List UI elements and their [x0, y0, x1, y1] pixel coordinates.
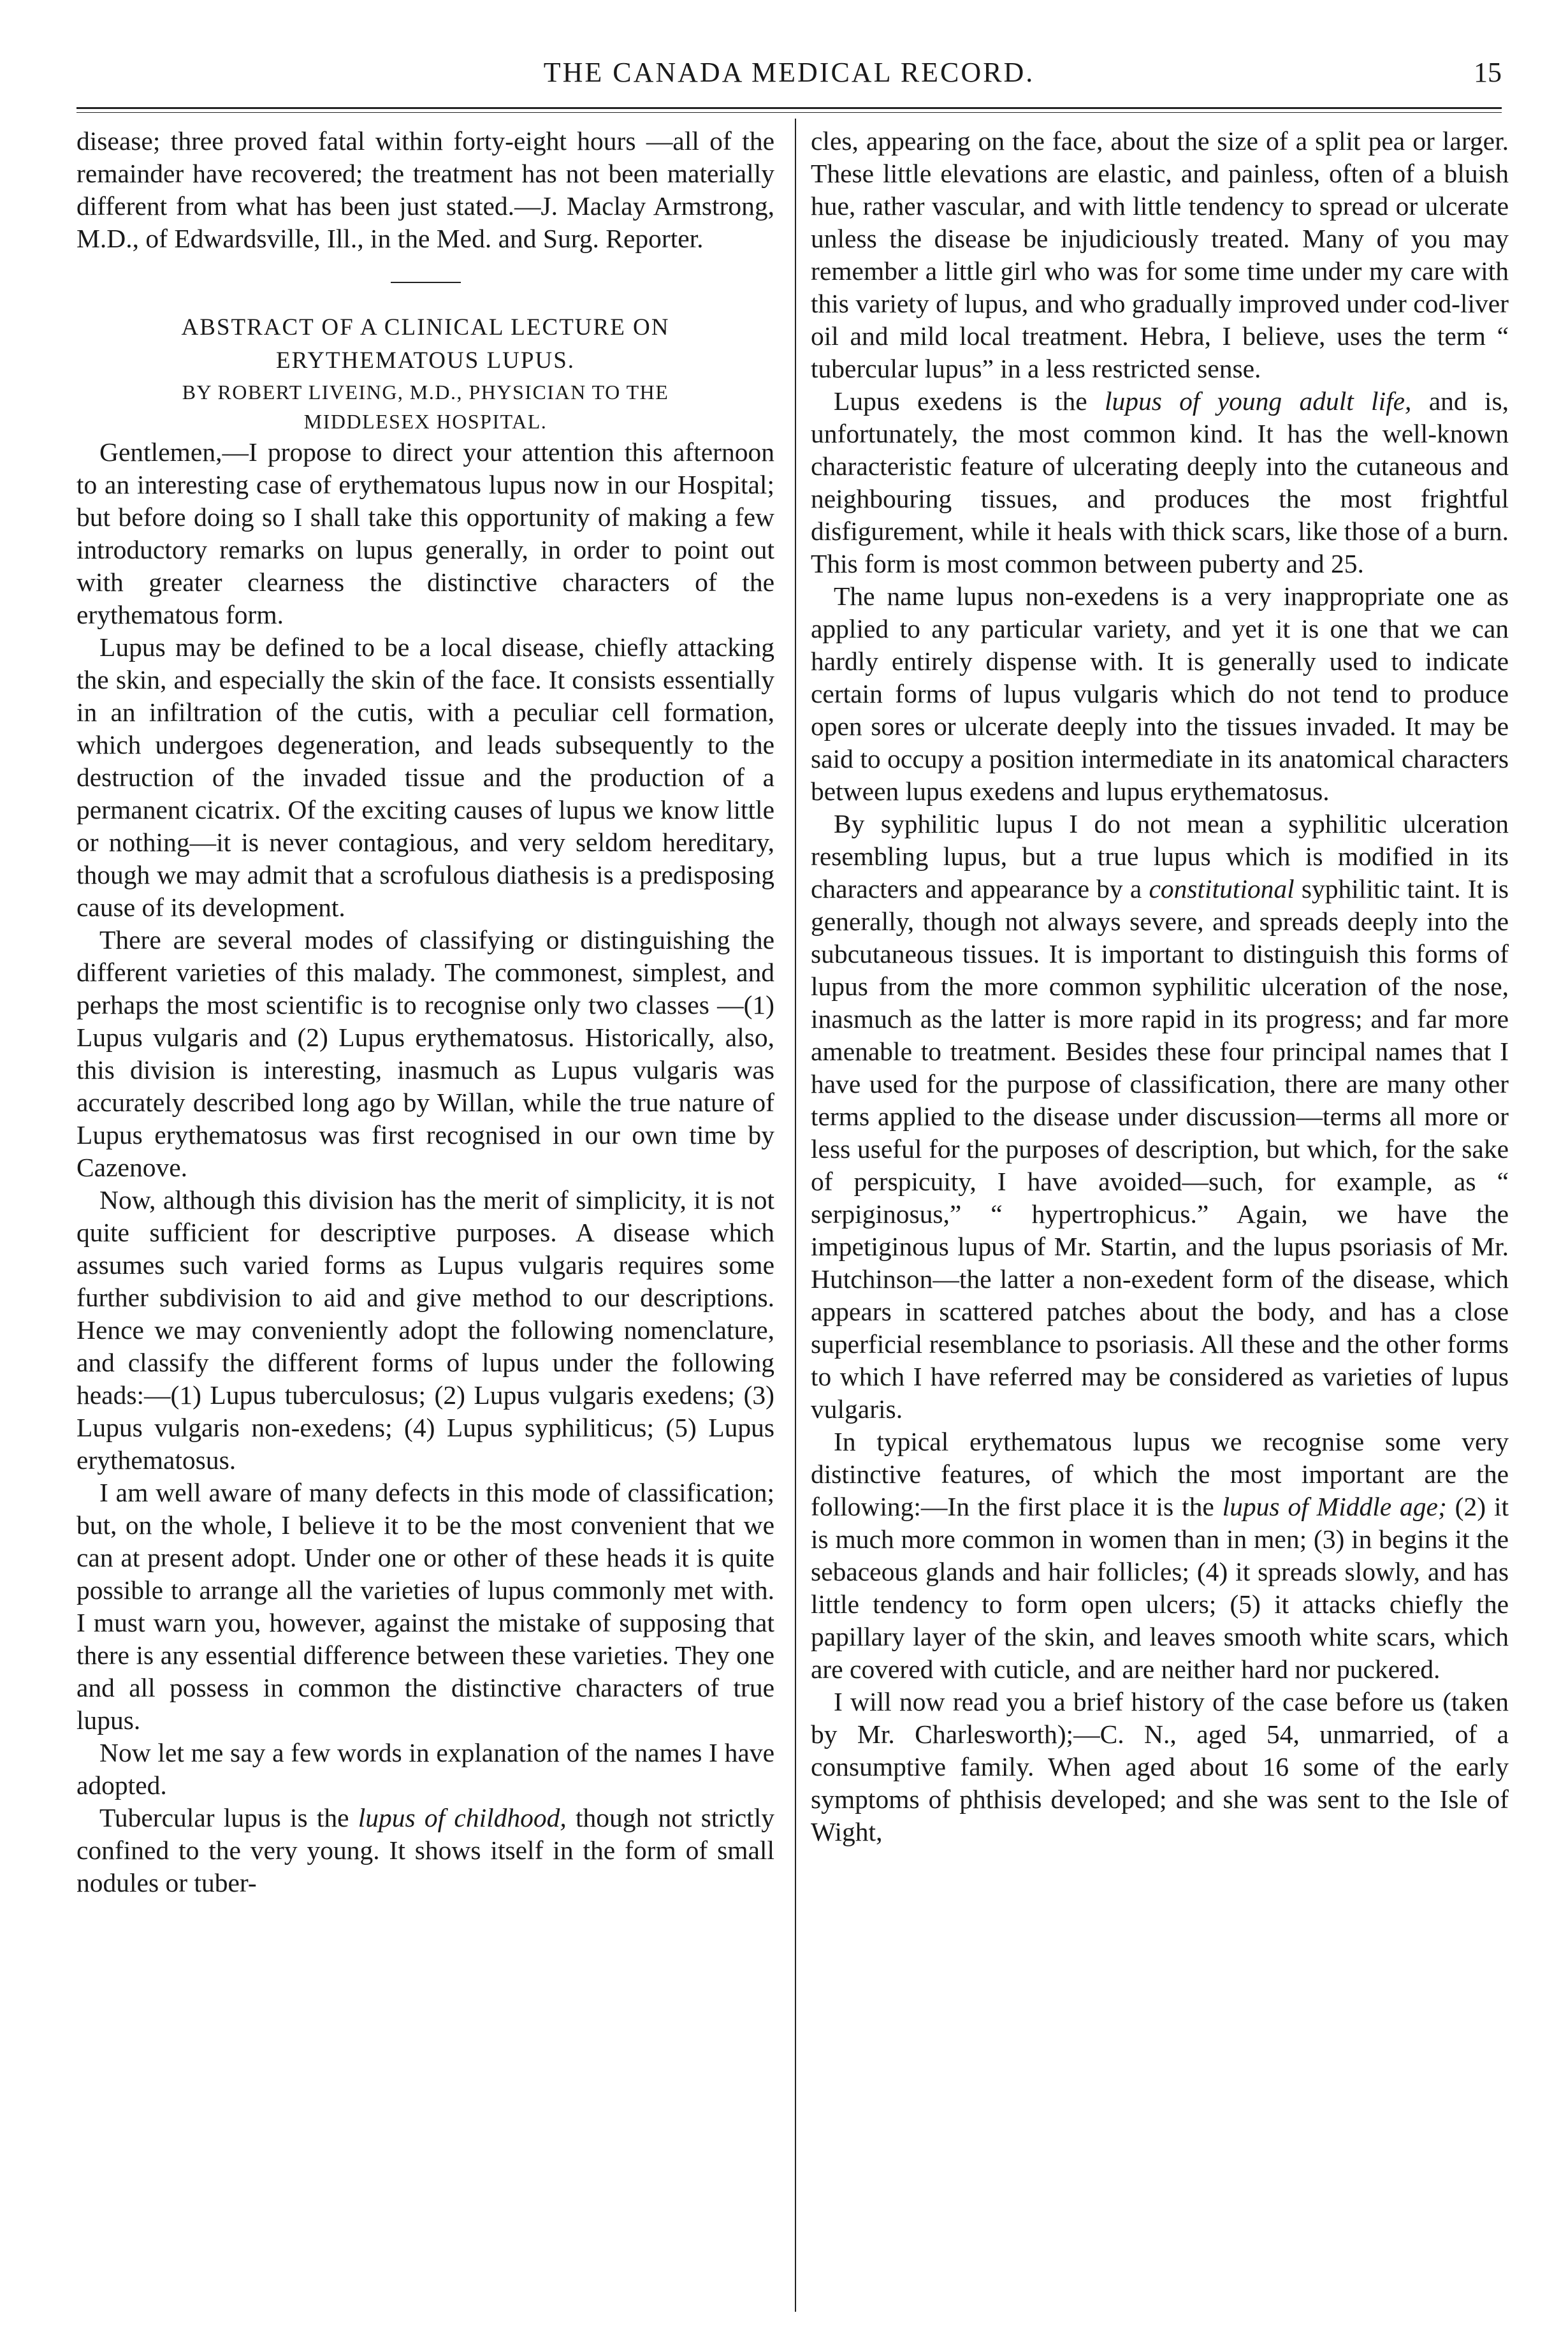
running-title: THE CANADA MEDICAL RECORD. [543, 57, 1035, 88]
column-divider [795, 119, 796, 2312]
text-run: In typical erythematous lupus we recognise some very distinctive features, of which the most important are the following:—In the first place it is the [811, 1427, 1509, 1521]
text-run: Lupus exedens is the [834, 386, 1105, 416]
text-run: though not strictly confined to the very young. It shows itself in the form of small nodules or tuber- [76, 1803, 774, 1897]
paragraph [76, 1802, 774, 1899]
paragraph: cles, appearing on the face, about the size of a split pea or larger. These little elevations are elastic, and painless, often of a bluish hue, rather vascular, and with little tendency to spread or ulcerate unless the disease be injudiciously treated. Many of you may remember a little girl who was for some time under my care with this variety of lupus, and who gradually improved under cod-liver oil and mild local treatment. Hebra, I believe, uses the term “ tubercular lupus” in a less restricted sense. [811, 126, 1509, 383]
header-rule-thin [76, 112, 1502, 113]
page-header [76, 56, 1502, 110]
header-rule [76, 107, 1502, 109]
paragraph [811, 1426, 1509, 1686]
paragraph: Gentlemen,—I propose to direct your attention this afternoon to an interesting case of erythematous lupus now in our Hospital; but before doing so I shall take this opportunity of making a few introductory remarks on lupus generally, in order to point out with greater clearness the distinctive characters of the erythematous form. [76, 437, 774, 629]
paragraph: I am well aware of many defects in this mode of classification; but, on the whole, I believe it to be the most convenient that we can at present adopt. Under one or other of these heads it is quite possible to arrange all the varieties of lupus commonly met with. I must warn you, however, against the mistake of supposing that there is any essential difference between these varieties. They one and all possess in common the distinctive characters of true lupus. [76, 1478, 774, 1735]
byline-line-1: BY ROBERT LIVEING, M.D., PHYSICIAN TO THE [182, 381, 669, 404]
italic-run: lupus of Middle age; [1222, 1492, 1447, 1521]
paragraph [811, 808, 1509, 1426]
right-column [811, 125, 1509, 1848]
continuation-paragraph: disease; three proved fatal within forty-eight hours —all of the remainder have recovered; the treatment has not been materially different from what has been just stated.—J. Maclay Armstrong, M.D., of Edwardsville, Ill., in the Med. and Surg. Reporter. [76, 126, 774, 253]
paragraph: The name lupus non-exedens is a very inappropriate one as applied to any particular variety, and yet it is one that we can hardly entirely dispense with. It is generally used to indicate certain forms of lupus vulgaris which do not tend to produce open sores or ulcerate deeply into the tissues invaded. It may be said to occupy a position intermediate in its anatomical characters between lupus exedens and lupus erythematosus. [811, 581, 1509, 806]
text-run: (2) it is much more common in women than in men; (3) in begins it the sebaceous glands and hair follicles; (4) it spreads slowly, and has little tendency to form open ulcers; (5) it attacks chiefly the papillary layer of the skin, and leaves smooth white scars, which are covered with cuticle, and are neither hard nor puckered. [811, 1492, 1509, 1684]
text-run: By syphilitic lupus I do not mean a syphilitic ulceration resembling lupus, but a true lupus which is modified in its characters and appearance by a [811, 809, 1509, 903]
text-run: Tubercular lupus is the [99, 1803, 358, 1832]
byline-line-2: MIDDLESEX HOSPITAL. [303, 410, 548, 433]
left-column [76, 125, 774, 1899]
italic-run: lupus of childhood, [358, 1803, 567, 1832]
section-separator [391, 282, 461, 283]
paragraph: Now let me say a few words in explanation of the names I have adopted. [76, 1738, 774, 1800]
paragraph: There are several modes of classifying or distinguishing the different varieties of this malady. The commonest, simplest, and perhaps the most scientific is to recognise only two classes —(1) Lupus vulgaris and (2) Lupus erythematosus. Historically, also, this division is interesting, inasmuch as Lupus vulgaris was accurately described long ago by Willan, while the true nature of Lupus erythematosus was first recognised in our own time by Cazenove. [76, 925, 774, 1182]
article-title: ABSTRACT OF A CLINICAL LECTURE ON ERYTHEMATOUS LUPUS. [181, 314, 670, 374]
paragraph: Now, although this division has the merit of simplicity, it is not quite sufficient for descriptive purposes. A disease which assumes such varied forms as Lupus vulgaris requires some further subdivision to aid and give method to our descriptions. Hence we may conveniently adopt the following nomenclature, and classify the different forms of lupus under the following heads:—(1) Lupus tuberculosus; (2) Lupus vulgaris exedens; (3) Lupus vulgaris non-exedens; (4) Lupus syphiliticus; (5) Lupus erythematosus. [76, 1185, 774, 1475]
text-run: and is, unfortunately, the most common kind. It has the well-known characteristic feature of ulcerating deeply into the cutaneous and neighbouring tissues, and produces the most frightful disfigurement, while it heals with thick scars, like those of a burn. This form is most common between puberty and 25. [811, 386, 1509, 578]
paragraph: Lupus may be defined to be a local disease, chiefly attacking the skin, and especially the skin of the face. It consists essentially in an infiltration of the cutis, with a peculiar cell formation, which undergoes degeneration, and leads subsequently to the destruction of the invaded tissue and the production of a permanent cicatrix. Of the exciting causes of lupus we know little or nothing—it is never contagious, and very seldom hereditary, though we may admit that a scrofulous diathesis is a predisposing cause of its development. [76, 632, 774, 922]
italic-run: lupus of young adult life, [1104, 386, 1412, 416]
italic-run: constitutional [1149, 874, 1295, 903]
text-run: syphilitic taint. It is generally, though not always severe, and spreads deeply into the subcutaneous tissues. It is important to distinguish this forms of lupus from the more common syphilitic ulceration of the nose, inasmuch as the latter is more rapid in its progress; and far more amenable to treatment. Besides these four principal names that I have used for the purpose of classification, there are many other terms applied to the disease under discussion—terms all more or less useful for the purposes of description, but which, for the sake of perspicuity, I have avoided—such, for example, as “ serpiginosus,” “ hypertrophicus.” Again, we have the impetiginous lupus of Mr. Startin, and the lupus psoriasis of Mr. Hutchinson—the latter a non-exedent form of the disease, which appears in scattered patches about the body, and has a close superficial resemblance to psoriasis. All these and the other forms to which I have referred may be considered as varieties of lupus vulgaris. [811, 874, 1509, 1424]
paragraph [811, 385, 1509, 580]
paragraph: I will now read you a brief history of the case before us (taken by Mr. Charlesworth);—C. N., aged 54, unmarried, of a consumptive family. When aged about 16 some of the early symptoms of phthisis developed; and she was sent to the Isle of Wight, [811, 1687, 1509, 1846]
page-number: 15 [1474, 57, 1502, 88]
